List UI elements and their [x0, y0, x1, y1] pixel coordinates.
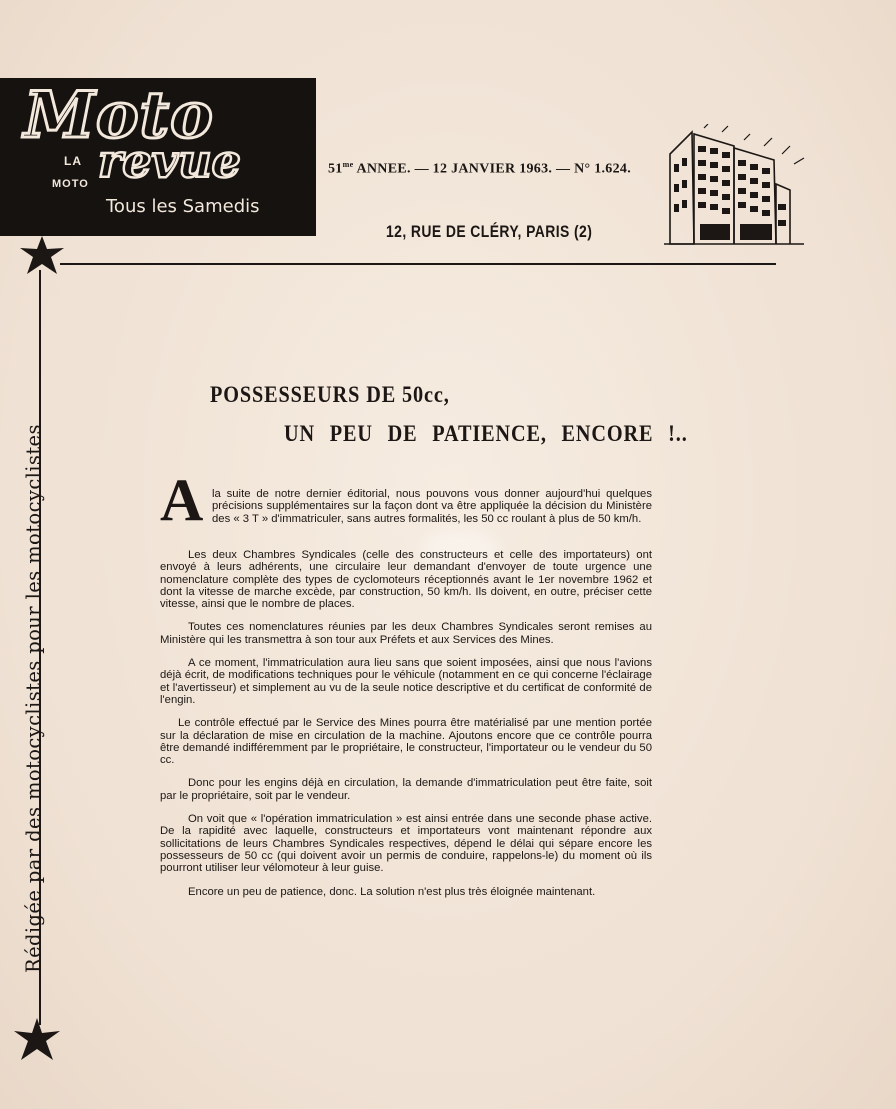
- issue-date-number: ANNEE. — 12 JANVIER 1963. — N° 1.624.: [353, 161, 632, 177]
- article-paragraph: Les deux Chambres Syndicales (celle des constructeurs et celle des importateurs) ont envoyé à leurs adhérents, une circulaire leur demandant d'envoyer de toute urgence une nomenclature complète des types de cyclomoteurs réceptionnés avant le 1er novembre 1962 et dont la vitesse de marche excède, par construction, 50 km/h. Ils doivent, en outre, préciser cette vitesse, ainsi que le nombre de places.: [160, 549, 652, 611]
- article-paragraph: On voit que « l'opération immatriculation » est ainsi entrée dans une seconde phase active. De la rapidité avec laquelle, constructeurs et importateurs vont maintenant répondre aux sollicitations de leurs Chambres Syndicales respectives, dépend le délai qui sépare encore les possesseurs de 50 cc (qui doivent avoir un permis de conduire, rappelons-le) du moment où ils pourront utiliser leur vélomoteur à leur guise.: [160, 813, 652, 875]
- logo-la-word: LA: [64, 154, 82, 168]
- building-illustration-icon: [664, 124, 810, 246]
- sidebar-vertical-tagline: Rédigée par des motocyclistes pour les motocyclistes: [22, 424, 45, 973]
- logo-moto-word: Moto: [24, 78, 214, 153]
- masthead-tagline: Tous les Samedis: [106, 196, 260, 217]
- first-paragraph-text: la suite de notre dernier éditorial, nous pouvons vous donner aujourd'hui quelques précisions supplémentaires sur la façon dont va être appliquée la décision du Ministère des « 3 T » d'immatriculer, sans autres formalités, les 50 cc roulant à plus de 50 km/h.: [212, 488, 652, 525]
- star-icon: [18, 234, 66, 276]
- article-paragraph: Encore un peu de patience, donc. La solution n'est plus très éloignée maintenant.: [188, 885, 596, 898]
- headline-line-1: POSSESSEURS DE 50cc,: [210, 382, 450, 407]
- article-paragraph: Toutes ces nomenclatures réunies par les deux Chambres Syndicales seront remises au Ministère qui les transmettra à son tour aux Préfets et aux Services des Mines.: [160, 621, 652, 646]
- article-body: [160, 467, 652, 909]
- logo-moto-small-word: MOTO: [52, 178, 89, 190]
- dropcap-letter: A: [160, 467, 204, 533]
- article-paragraph: Donc pour les engins déjà en circulation, la demande d'immatriculation peut être faite, soit par le propriétaire, soit par le vendeur.: [160, 777, 652, 802]
- top-divider-rule: [60, 263, 776, 265]
- masthead-logo-block: [0, 78, 316, 236]
- issue-year-suffix: me: [342, 160, 354, 169]
- star-icon: [12, 1016, 62, 1062]
- issue-info: [328, 160, 664, 178]
- article-first-paragraph: [160, 467, 652, 538]
- logo-revue-word: revue: [98, 134, 241, 188]
- publisher-address: 12, RUE DE CLÉRY, PARIS (2): [386, 222, 593, 241]
- article-paragraph: Le contrôle effectué par le Service des Mines pourra être matérialisé par une mention portée sur la déclaration de mise en circulation de la machine. Ajoutons encore que ce contrôle pourra être demandé indifféremment par le propriétaire, le constructeur, l'importateur ou le vendeur du 50 cc.: [160, 717, 652, 767]
- article-paragraph: A ce moment, l'immatriculation aura lieu sans que soient imposées, ainsi que nous l'avions déjà écrit, de modifications techniques pour le véhicule (notamment en ce qui concerne l'éclairage et l'avertisseur) et simplement au vu de la seule notice descriptive et du certificat de conformité de l'engin.: [160, 657, 652, 706]
- headline-line-2: UN PEU DE PATIENCE, ENCORE !..: [284, 421, 688, 446]
- issue-year-number: 51: [328, 161, 343, 177]
